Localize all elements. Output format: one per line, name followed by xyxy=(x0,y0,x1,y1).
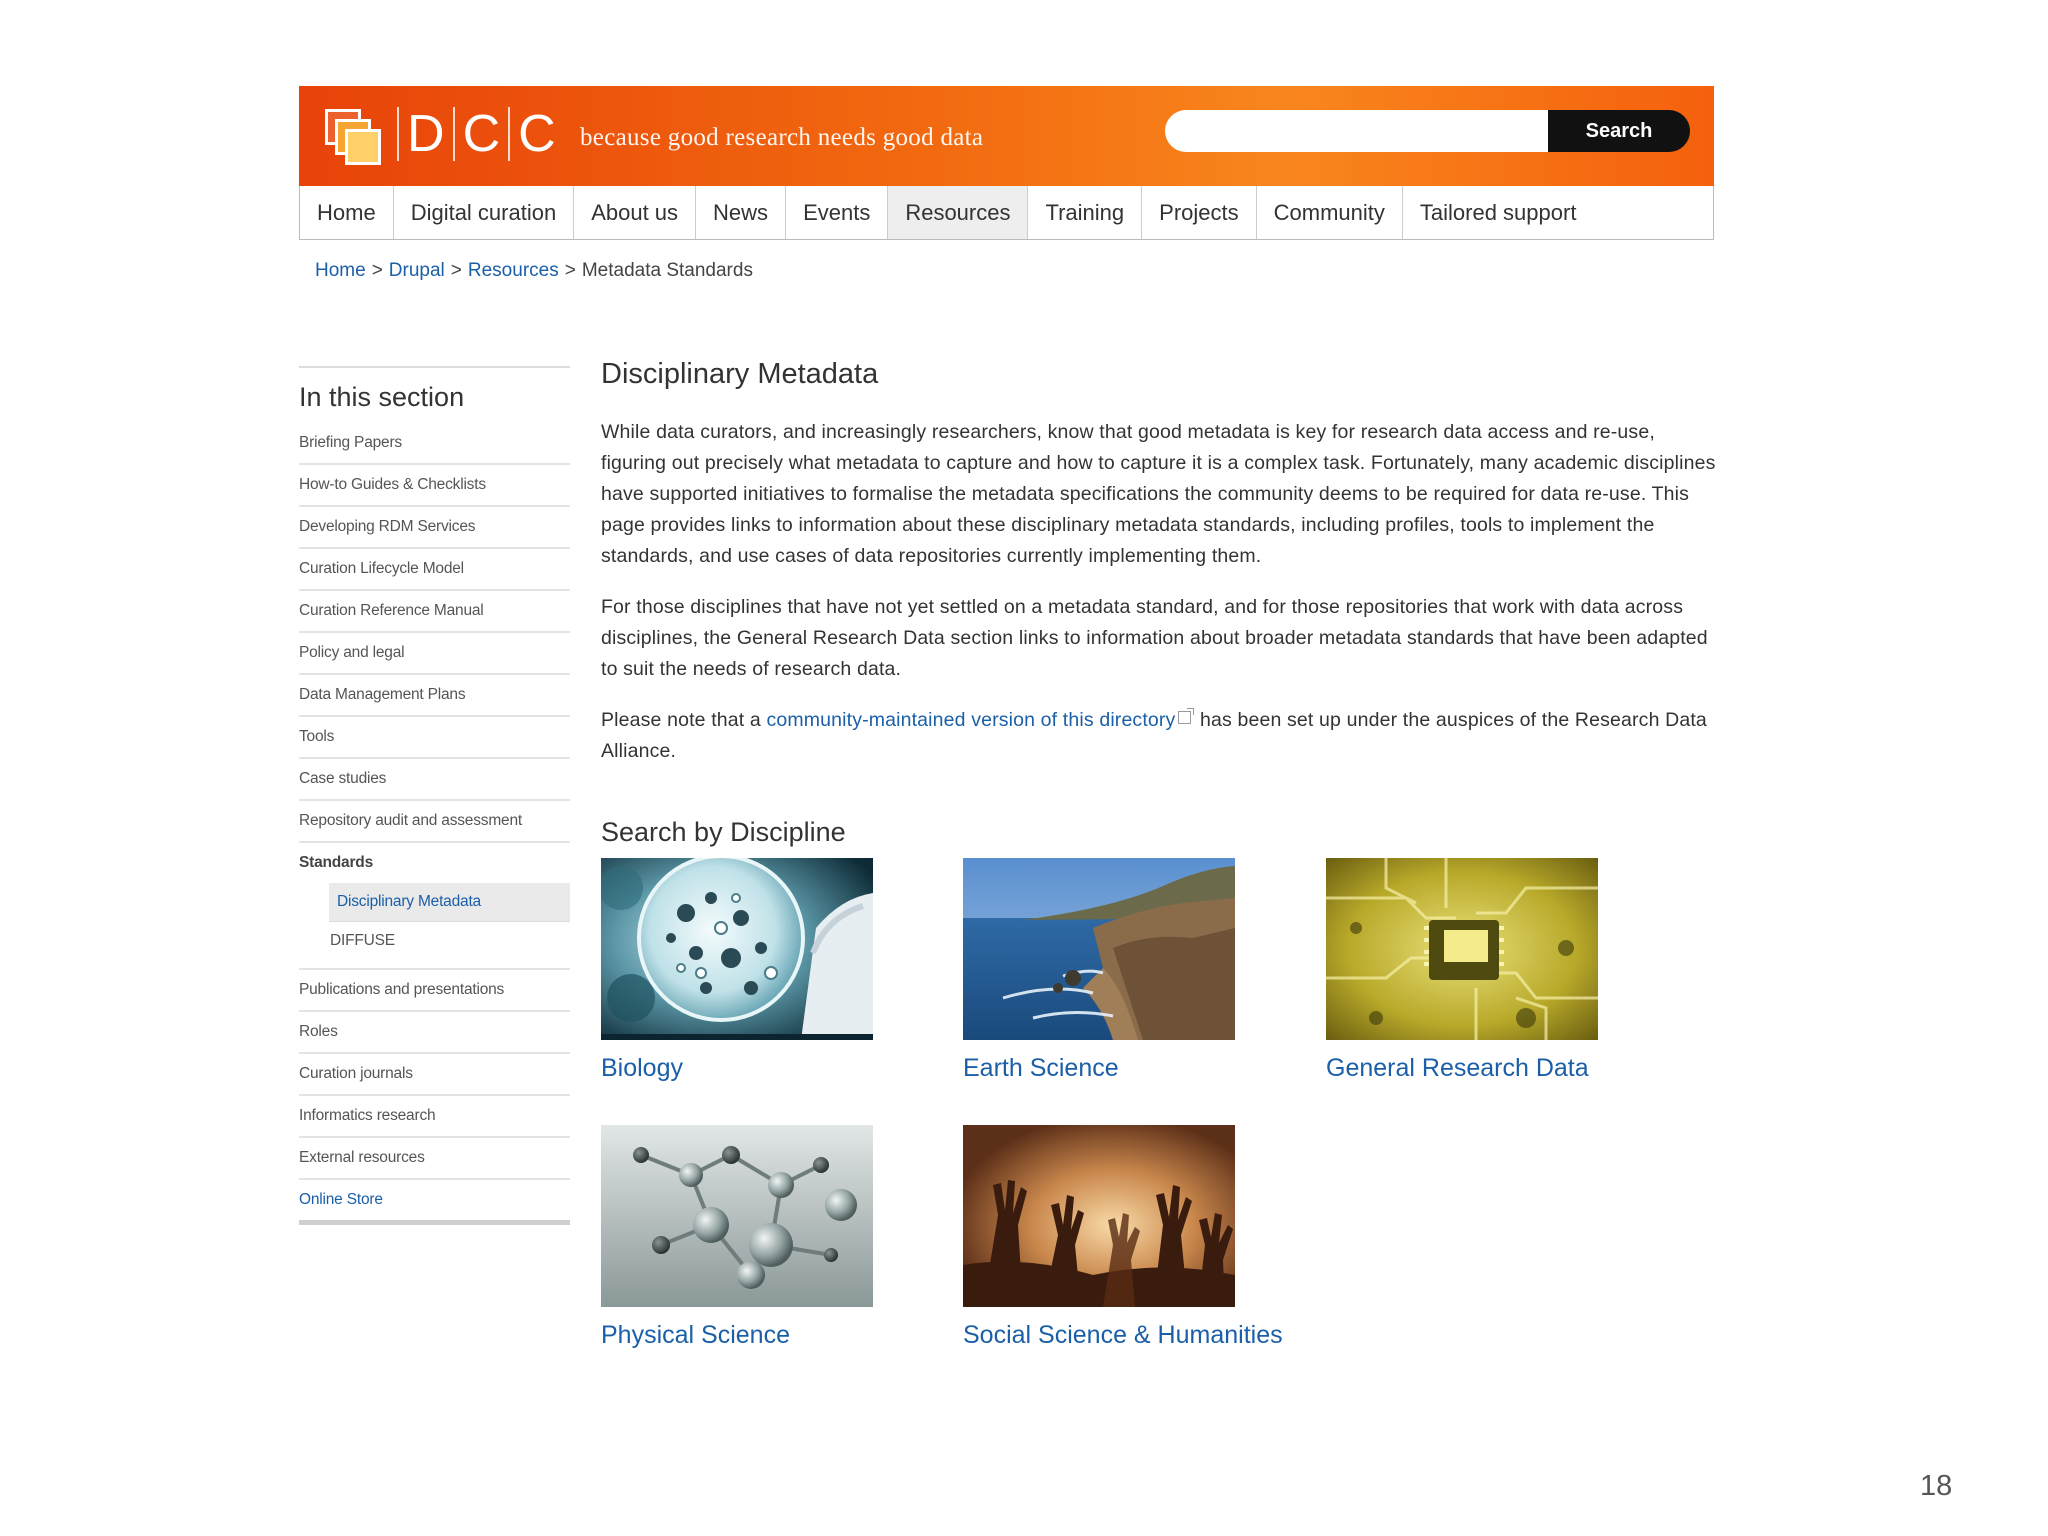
breadcrumb-home[interactable]: Home xyxy=(315,260,366,281)
discipline-earth-science xyxy=(963,858,1235,1083)
general-data-paragraph: For those disciplines that have not yet settled on a metadata standard, and for those repositories that work with data across disciplines, the General Research Data section links to information about broader metadata standards that have been adapted to suit the needs of research data. xyxy=(601,596,1708,680)
discipline-physical-science xyxy=(601,1125,873,1350)
sidebar-item-repository-audit[interactable]: Repository audit and assessment xyxy=(299,801,570,843)
sidebar-item-informatics-research[interactable]: Informatics research xyxy=(299,1096,570,1138)
discipline-label-earth-science[interactable]: Earth Science xyxy=(963,1054,1119,1082)
nav-resources[interactable]: Resources xyxy=(888,186,1028,239)
intro-paragraph: While data curators, and increasingly researchers, know that good metadata is key for research data access and re-use, figuring out precisely what metadata to capture and how to capture it is a complex task. Fortunately, many academic disciplines have supported initiatives to formalise the metadata specifications the community deems to be required for data re-use. This page provides links to information about these disciplinary metadata standards, including profiles, tools to implement the standards, and use cases of data repositories currently implementing them. xyxy=(601,421,1716,567)
sidebar-item-diffuse[interactable]: DIFFUSE xyxy=(299,922,570,970)
dcc-logo[interactable] xyxy=(323,102,556,166)
sidebar-item-lifecycle-model[interactable]: Curation Lifecycle Model xyxy=(299,549,570,591)
rda-paragraph: Please note that a community-maintained version of this directory has been set up under the auspices of the Research Data Alliance. xyxy=(601,709,1707,762)
dcc-page xyxy=(299,86,1716,1349)
sidebar-item-reference-manual[interactable]: Curation Reference Manual xyxy=(299,591,570,633)
discipline-label-social-science-humanities[interactable]: Social Science & Humanities xyxy=(963,1321,1283,1349)
community-directory-link[interactable]: community-maintained version of this directory xyxy=(766,709,1176,731)
nav-training[interactable]: Training xyxy=(1028,186,1142,239)
breadcrumb-current: Metadata Standards xyxy=(581,260,753,281)
search-form xyxy=(1165,110,1653,152)
nav-projects[interactable]: Projects xyxy=(1142,186,1256,239)
discipline-social-science-humanities xyxy=(963,1125,1283,1350)
sidebar-item-roles[interactable]: Roles xyxy=(299,1012,570,1054)
site-tagline: because good research needs good data xyxy=(580,124,984,151)
logo-letter-d: D xyxy=(407,105,445,163)
discipline-biology xyxy=(601,858,873,1083)
physical-science-image[interactable] xyxy=(601,1125,873,1307)
nav-events[interactable]: Events xyxy=(786,186,888,239)
page-title: Disciplinary Metadata xyxy=(601,358,879,390)
social-science-humanities-image[interactable] xyxy=(963,1125,1235,1307)
slide-number: 18 xyxy=(1920,1470,1953,1502)
sidebar-item-policy-legal[interactable]: Policy and legal xyxy=(299,633,570,675)
breadcrumb: Home > Drupal > Resources > Metadata Standards xyxy=(315,260,753,281)
section-sidebar xyxy=(299,366,570,1225)
sidebar-item-external-resources[interactable]: External resources xyxy=(299,1138,570,1180)
sidebar-item-disciplinary-metadata[interactable]: Disciplinary Metadata xyxy=(329,883,570,922)
breadcrumb-resources[interactable]: Resources xyxy=(467,260,559,281)
sidebar-item-curation-journals[interactable]: Curation journals xyxy=(299,1054,570,1096)
search-input[interactable] xyxy=(1165,110,1550,152)
sidebar-item-briefing-papers[interactable]: Briefing Papers xyxy=(299,423,570,465)
nav-about-us[interactable]: About us xyxy=(574,186,696,239)
search-by-discipline-heading: Search by Discipline xyxy=(601,817,846,847)
search-button[interactable]: Search xyxy=(1548,110,1690,152)
nav-community[interactable]: Community xyxy=(1257,186,1403,239)
discipline-label-physical-science[interactable]: Physical Science xyxy=(601,1321,790,1349)
logo-letter-c1: C xyxy=(462,105,501,163)
biology-image[interactable] xyxy=(601,858,873,1040)
nav-home[interactable]: Home xyxy=(300,186,394,239)
logo-letter-c2: C xyxy=(518,105,556,163)
sidebar-item-standards[interactable]: Standards xyxy=(299,854,373,871)
sidebar-item-developing-rdm[interactable]: Developing RDM Services xyxy=(299,507,570,549)
nav-digital-curation[interactable]: Digital curation xyxy=(394,186,575,239)
sidebar-item-case-studies[interactable]: Case studies xyxy=(299,759,570,801)
sidebar-item-tools[interactable]: Tools xyxy=(299,717,570,759)
discipline-general-research-data xyxy=(1326,858,1598,1083)
logo-wordmark xyxy=(389,107,556,161)
breadcrumb-drupal[interactable]: Drupal xyxy=(388,260,445,281)
main-nav xyxy=(299,186,1714,240)
general-research-data-image[interactable] xyxy=(1326,858,1598,1040)
discipline-grid xyxy=(601,858,1716,1378)
sidebar-item-how-to-guides[interactable]: How-to Guides & Checklists xyxy=(299,465,570,507)
nav-news[interactable]: News xyxy=(696,186,786,239)
external-link-icon xyxy=(1178,711,1191,724)
nav-tailored-support[interactable]: Tailored support xyxy=(1419,200,1577,225)
sidebar-title: In this section xyxy=(299,382,465,412)
discipline-label-biology[interactable]: Biology xyxy=(601,1054,683,1082)
earth-science-image[interactable] xyxy=(963,858,1235,1040)
sidebar-item-publications[interactable]: Publications and presentations xyxy=(299,970,570,1012)
logo-squares-icon xyxy=(323,105,381,163)
site-header xyxy=(299,86,1714,186)
sidebar-item-dmp[interactable]: Data Management Plans xyxy=(299,675,570,717)
sidebar-item-online-store[interactable]: Online Store xyxy=(299,1180,570,1225)
discipline-label-general-research-data[interactable]: General Research Data xyxy=(1326,1054,1589,1082)
main-content xyxy=(601,358,1716,1378)
